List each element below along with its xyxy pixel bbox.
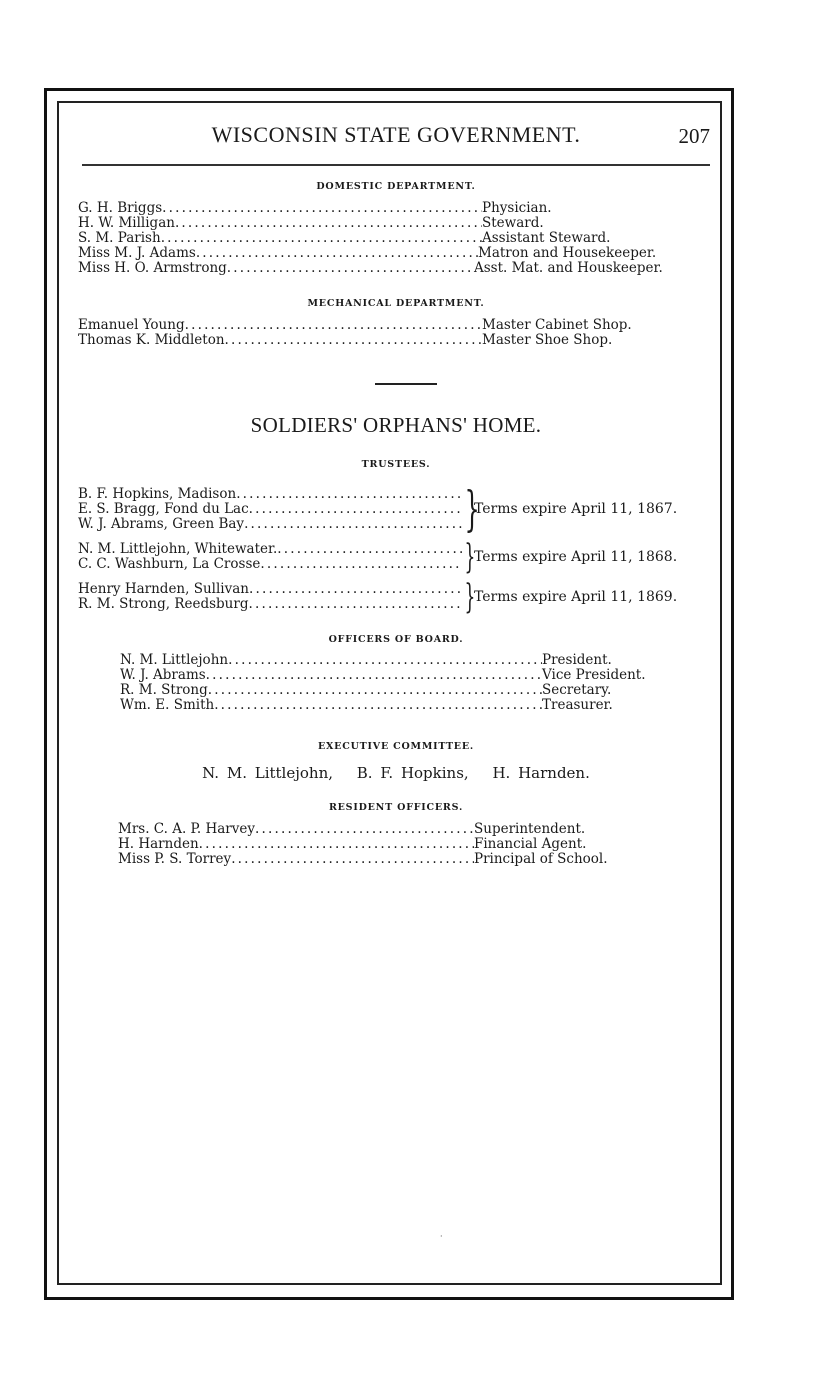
term-expiry: Terms expire April 11, 1867. [474,501,678,517]
resident-officers-rows [118,822,638,867]
committee-member: H. Harnden. [492,764,590,782]
mechanical-department-rows [78,318,718,348]
officer-row: Wm. E. Smith ..... Treasurer. [120,698,670,713]
committee-member: B. F. Hopkins, [356,764,469,782]
committee-member: N. M. Littlejohn, [202,764,333,782]
resident-officers-heading: RESIDENT OFFICERS. [328,802,464,813]
officers-of-board-rows [120,653,670,713]
executive-committee-heading: EXECUTIVE COMMITTEE. [317,741,475,752]
staff-row: Miss H. O. Armstrong ..... Asst. Mat. and Houskeeper. [78,261,718,276]
trustee-names [78,582,462,612]
trustee-row: W. J. Abrams, Green Bay ..... [78,517,462,532]
page-header [80,122,712,152]
trustee-group-1869 [78,577,678,617]
trustee-group-1868 [78,537,678,577]
staff-row: Emanuel Young ..... Master Cabinet Shop. [78,318,718,333]
orphans-home-title: SOLDIERS' ORPHANS' HOME. [250,413,542,437]
trustee-names [78,542,462,572]
trustee-group-1867 [78,481,678,537]
term-expiry: Terms expire April 11, 1869. [474,589,678,605]
brace-icon: } [464,577,476,617]
domestic-department-heading: DOMESTIC DEPARTMENT. [316,181,476,192]
executive-committee-members [80,764,712,782]
brace-icon: } [464,537,476,577]
officer-row: Miss P. S. Torrey ..... Principal of School. [118,852,638,867]
staff-row: Thomas K. Middleton ..... Master Shoe Shop. [78,333,718,348]
domestic-department-rows [78,201,718,276]
trustee-row: Henry Harnden, Sullivan ..... [78,582,462,597]
officer-row: N. M. Littlejohn ..... President. [120,653,670,668]
staff-row: G. H. Briggs ..... Physician. [78,201,718,216]
print-speck: · [440,1232,443,1241]
staff-row: H. W. Milligan ..... Steward. [78,216,718,231]
trustee-row: N. M. Littlejohn, Whitewater. ..... [78,542,462,557]
page-number: 207 [678,124,710,148]
officer-row: Mrs. C. A. P. Harvey ..... Superintendent. [118,822,638,837]
staff-row: Miss M. J. Adams ..... Matron and Housekeeper. [78,246,718,261]
officers-of-board-heading: OFFICERS OF BOARD. [328,634,464,645]
trustee-row: C. C. Washburn, La Crosse ..... [78,557,462,572]
officer-row: H. Harnden ..... Financial Agent. [118,837,638,852]
trustee-row: B. F. Hopkins, Madison ..... [78,487,462,502]
trustee-row: E. S. Bragg, Fond du Lac ..... [78,502,462,517]
trustees-heading: TRUSTEES. [361,459,431,470]
officer-row: R. M. Strong ..... Secretary. [120,683,670,698]
trustee-names [78,487,462,532]
mechanical-department-heading: MECHANICAL DEPARTMENT. [307,298,485,309]
trustee-row: R. M. Strong, Reedsburg ..... [78,597,462,612]
officer-row: W. J. Abrams ..... Vice President. [120,668,670,683]
running-title: WISCONSIN STATE GOVERNMENT. [211,122,581,147]
section-divider [375,383,437,385]
staff-row: S. M. Parish ..... Assistant Steward. [78,231,718,246]
brace-icon: } [464,481,480,537]
term-expiry: Terms expire April 11, 1868. [474,549,678,565]
header-rule [82,164,710,166]
